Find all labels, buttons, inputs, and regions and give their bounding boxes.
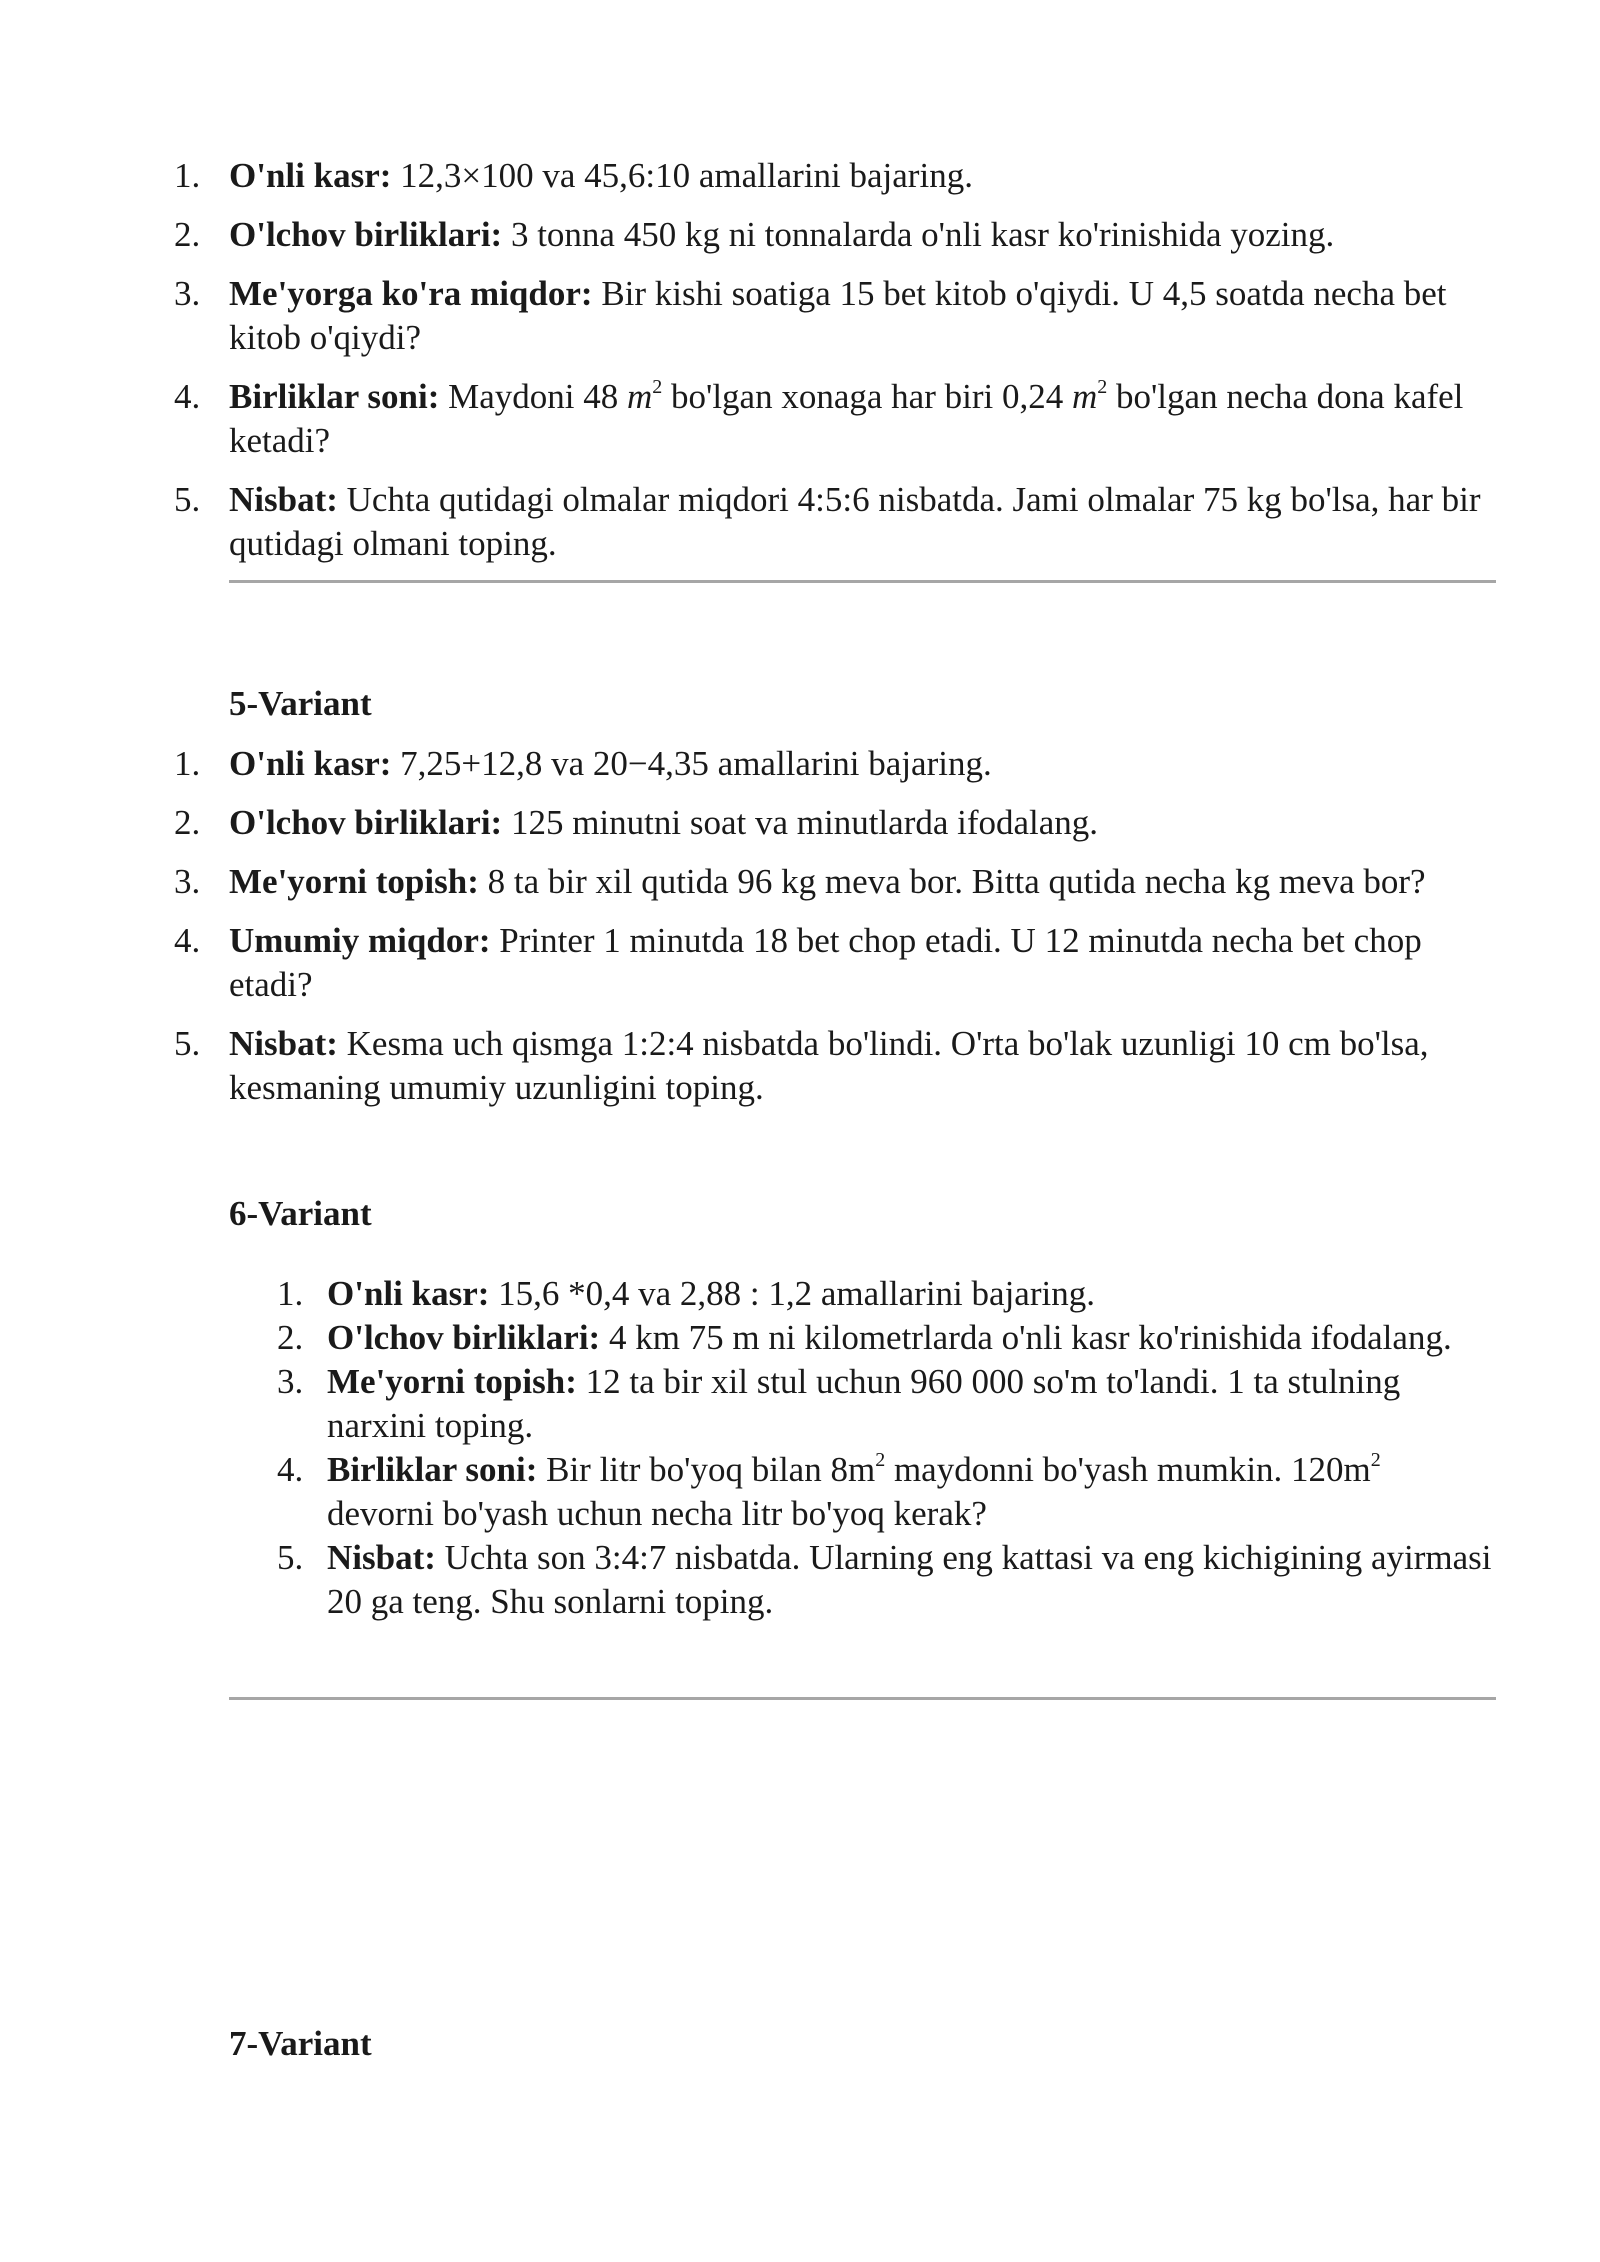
item-text: bo'lgan xonaga har biri 0,24 <box>662 377 1072 416</box>
exponent: 2 <box>875 1449 886 1471</box>
item-text: Kesma uch qismga 1:2:4 nisbatda bo'lindi. O'rta bo'lak uzunligi 10 cm bo'lsa, kesmaning umumiy uzunligini toping. <box>229 1024 1429 1107</box>
item-number: 3. <box>174 862 201 901</box>
item-number: 4. <box>174 921 201 960</box>
item-number: 5. <box>174 480 201 519</box>
unit-symbol: m <box>1071 377 1098 416</box>
list-item <box>0 919 1496 1007</box>
list-item <box>0 742 1496 786</box>
list-item <box>0 154 1496 198</box>
list-item <box>0 860 1496 904</box>
item-title: O'lchov birliklari: <box>327 1318 601 1357</box>
item-number: 2. <box>277 1318 304 1357</box>
item-title: Birliklar soni: <box>229 377 440 416</box>
list-item <box>0 478 1496 566</box>
item-text: 125 minutni soat va minutlarda ifodalang. <box>502 803 1099 842</box>
item-text: Uchta son 3:4:7 nisbatda. Ularning eng kattasi va eng kichigining ayirmasi 20 ga teng. Shu sonlarni toping. <box>327 1538 1492 1621</box>
item-title: Birliklar soni: <box>327 1450 538 1489</box>
item-text: maydonni bo'yash mumkin. 120m <box>885 1450 1371 1489</box>
item-title: Me'yorga ko'ra miqdor: <box>229 274 593 313</box>
item-title: O'nli kasr: <box>229 156 392 195</box>
horizontal-divider <box>229 580 1496 583</box>
item-number: 1. <box>277 1274 304 1313</box>
item-number: 4. <box>174 377 201 416</box>
item-number: 2. <box>174 803 201 842</box>
item-text: 12 ta bir xil stul uchun 960 000 so'm to'landi. 1 ta stulning narxini toping. <box>327 1362 1401 1445</box>
item-text: 8 ta bir xil qutida 96 kg meva bor. Bitta qutida necha kg meva bor? <box>478 862 1426 901</box>
item-title: Me'yorni topish: <box>229 862 479 901</box>
item-title: O'nli kasr: <box>327 1274 490 1313</box>
item-title: O'nli kasr: <box>229 744 392 783</box>
variant-heading: 7-Variant <box>229 2024 372 2063</box>
list-item <box>0 1448 1496 1536</box>
list-item <box>0 375 1496 463</box>
item-text: devorni bo'yash uchun necha litr bo'yoq kerak? <box>327 1494 987 1533</box>
item-number: 1. <box>174 156 201 195</box>
item-text: Bir kishi soatiga 15 bet kitob o'qiydi. U 4,5 soatda necha bet kitob o'qiydi? <box>229 274 1447 357</box>
item-number: 5. <box>277 1538 304 1577</box>
item-number: 3. <box>277 1362 304 1401</box>
item-text: 3 tonna 450 kg ni tonnalarda o'nli kasr ko'rinishida yozing. <box>502 215 1335 254</box>
item-text: bo'lgan necha dona kafel ketadi? <box>229 377 1464 460</box>
unit-symbol: m <box>627 377 653 416</box>
list-item <box>0 1272 1496 1316</box>
list-item <box>0 1022 1496 1110</box>
list-item <box>0 801 1496 845</box>
item-title: Nisbat: <box>327 1538 436 1577</box>
horizontal-divider <box>229 1697 1496 1700</box>
list-item <box>0 272 1496 360</box>
item-title: O'lchov birliklari: <box>229 803 503 842</box>
exponent: 2 <box>1370 1449 1381 1471</box>
item-title: Umumiy miqdor: <box>229 921 491 960</box>
list-item <box>0 213 1496 257</box>
task-list-variant-5 <box>0 742 1496 1125</box>
item-title: O'lchov birliklari: <box>229 215 503 254</box>
item-text: 12,3×100 va 45,6:10 amallarini bajaring. <box>391 156 973 195</box>
item-number: 2. <box>174 215 201 254</box>
exponent: 2 <box>1097 376 1108 398</box>
item-number: 4. <box>277 1450 304 1489</box>
item-text: 4 km 75 m ni kilometrlarda o'nli kasr ko'rinishida ifodalang. <box>600 1318 1452 1357</box>
item-title: Me'yorni topish: <box>327 1362 577 1401</box>
list-item <box>0 1360 1496 1448</box>
item-title: Nisbat: <box>229 1024 338 1063</box>
item-title: Nisbat: <box>229 480 338 519</box>
list-item <box>0 1536 1496 1624</box>
variant-heading: 6-Variant <box>229 1194 372 1233</box>
task-list-variant-4 <box>0 154 1496 581</box>
item-number: 1. <box>174 744 201 783</box>
list-item <box>0 1316 1496 1360</box>
item-text: Bir litr bo'yoq bilan 8m <box>537 1450 876 1489</box>
item-number: 5. <box>174 1024 201 1063</box>
item-text: Maydoni 48 <box>439 377 627 416</box>
item-text: 15,6 *0,4 va 2,88 : 1,2 amallarini bajaring. <box>489 1274 1095 1313</box>
variant-heading: 5-Variant <box>229 684 372 723</box>
item-number: 3. <box>174 274 201 313</box>
task-list-variant-6 <box>0 1272 1496 1624</box>
exponent: 2 <box>652 376 663 398</box>
item-text: Uchta qutidagi olmalar miqdori 4:5:6 nisbatda. Jami olmalar 75 kg bo'lsa, har bir qutidagi olmani toping. <box>229 480 1481 563</box>
item-text: 7,25+12,8 va 20−4,35 amallarini bajaring. <box>391 744 992 783</box>
item-text: Printer 1 minutda 18 bet chop etadi. U 12 minutda necha bet chop etadi? <box>229 921 1422 1004</box>
